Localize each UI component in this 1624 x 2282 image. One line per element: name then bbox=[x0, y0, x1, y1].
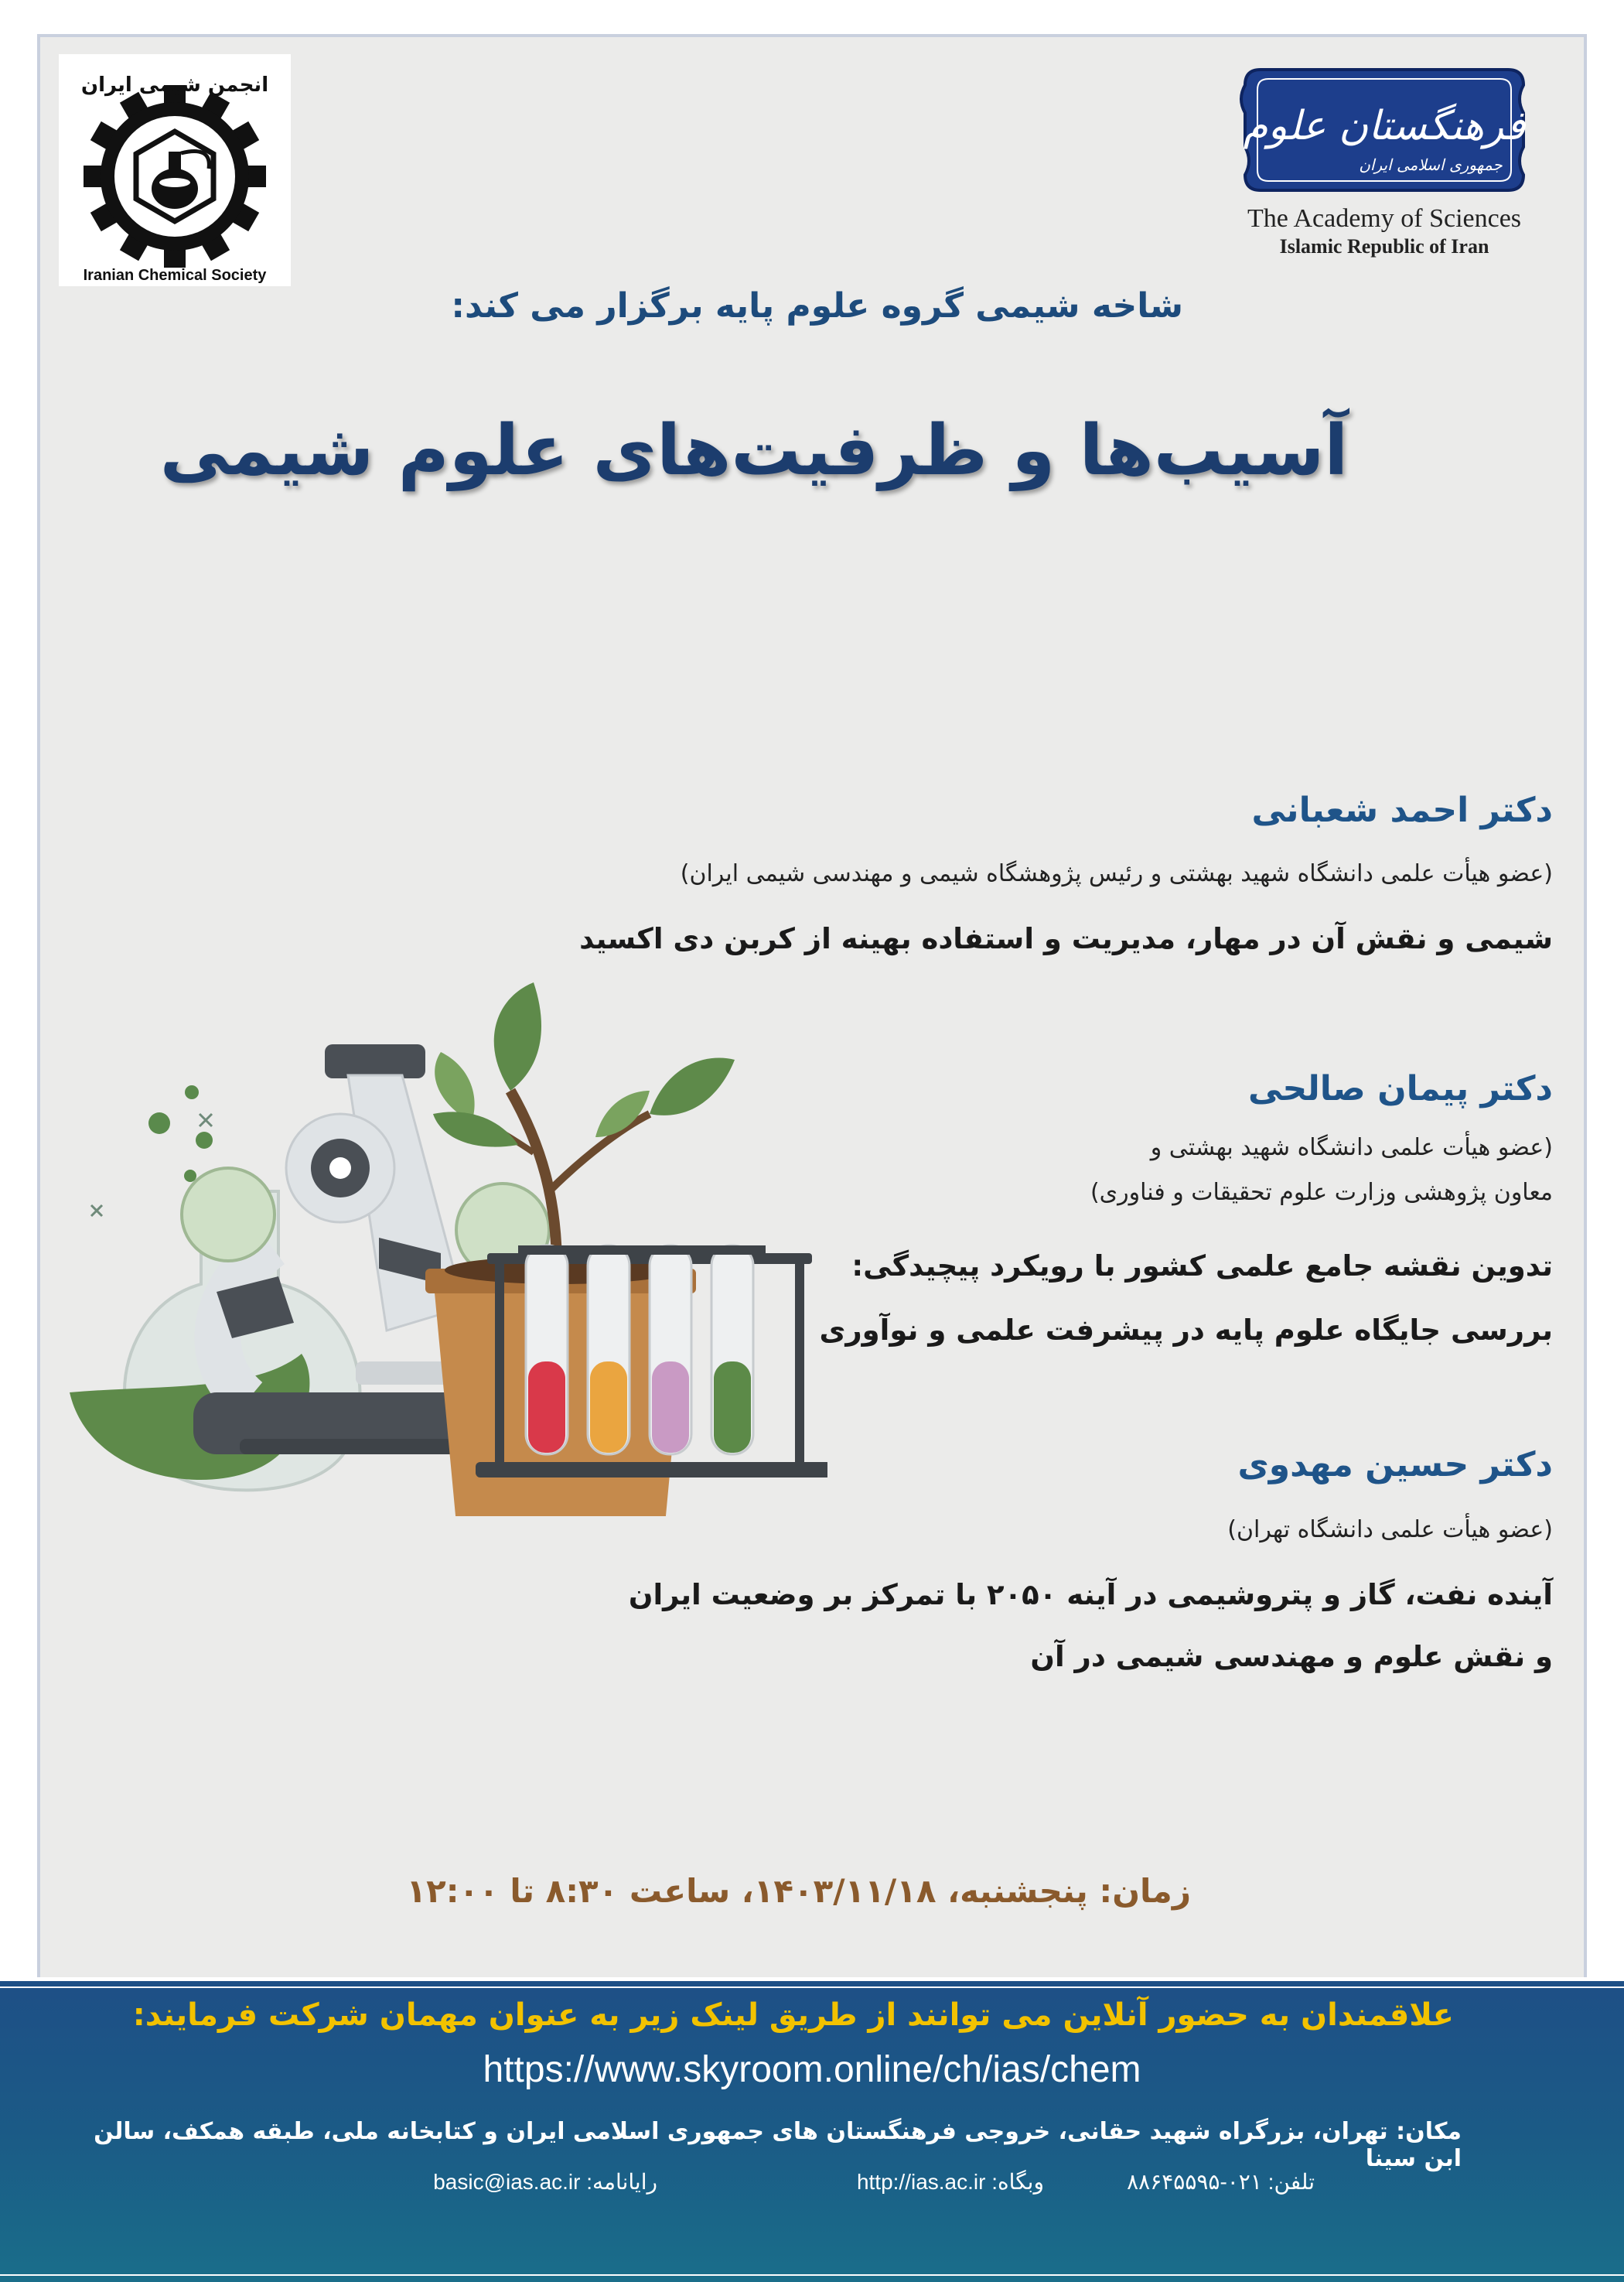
website-label: وبگاه: bbox=[991, 2170, 1044, 2194]
academy-english-name: The Academy of Sciences bbox=[1247, 204, 1522, 233]
phone-contact bbox=[1083, 2169, 1315, 2195]
speaker-2-affiliation-line-1: (عضو هیأت علمی دانشگاه شهید بهشتی و bbox=[1150, 1134, 1553, 1161]
speaker-2-affiliation-line-2: معاون پژوهشی وزارت علوم تحقیقات و فناوری) bbox=[1090, 1179, 1553, 1206]
footer-top-rule bbox=[0, 1977, 1624, 1981]
organizer-subtitle: شاخه شیمی گروه علوم پایه برگزار می کند: bbox=[451, 286, 1183, 326]
svg-text:فرهنگستان علوم: فرهنگستان علوم bbox=[1243, 103, 1526, 149]
footer-banner bbox=[0, 1977, 1624, 2282]
venue-address: مکان: تهران، بزرگراه شهید حقانی، خروجی فرهنگستان های جمهوری اسلامی ایران و کتابخانه ملی، طبقه همکف، سالن ابن سینا bbox=[94, 2118, 1462, 2172]
academy-english-country: Islamic Republic of Iran bbox=[1279, 235, 1489, 258]
speaker-2-talk-line-2: بررسی جایگاه علوم پایه در پیشرفت علمی و نوآوری bbox=[819, 1314, 1553, 1347]
email-link[interactable]: basic@ias.ac.ir bbox=[433, 2170, 581, 2194]
email-contact bbox=[317, 2169, 657, 2195]
speaker-1-talk: شیمی و نقش آن در مهار، مدیریت و استفاده بهینه از کربن دی اکسید bbox=[579, 922, 1553, 955]
speaker-1-name: دکتر احمد شعبانی bbox=[1251, 791, 1553, 830]
phone-label: تلفن: bbox=[1267, 2170, 1315, 2194]
svg-text:جمهوری اسلامی ایران: جمهوری اسلامی ایران bbox=[1359, 155, 1503, 174]
iranian-chemical-society-logo bbox=[59, 54, 291, 286]
svg-text:انجمن شیمی ایران: انجمن شیمی ایران bbox=[80, 73, 269, 97]
event-time: زمان: پنجشنبه، ۱۴۰۳/۱۱/۱۸، ساعت ۸:۳۰ تا ۱۲:۰۰ bbox=[406, 1872, 1191, 1910]
website-contact bbox=[719, 2169, 1044, 2195]
speaker-2-talk-line-1: تدوین نقشه جامع علمی کشور با رویکرد پیچیدگی: bbox=[851, 1249, 1553, 1283]
academy-of-sciences-logo bbox=[1230, 62, 1539, 263]
svg-text:Iranian Chemical Society: Iranian Chemical Society bbox=[83, 267, 267, 284]
speaker-3-name: دکتر حسین مهدوی bbox=[1237, 1445, 1553, 1484]
speaker-3-talk-line-2: و نقش علوم و مهندسی شیمی در آن bbox=[1030, 1640, 1553, 1673]
speaker-1-affiliation: (عضو هیأت علمی دانشگاه شهید بهشتی و رئیس پژوهشگاه شیمی و مهندسی شیمی ایران) bbox=[680, 860, 1553, 887]
email-label: رایانامه: bbox=[586, 2170, 657, 2194]
speaker-3-affiliation: (عضو هیأت علمی دانشگاه تهران) bbox=[1227, 1516, 1553, 1543]
phone-number: ۰۲۱-۸۸۶۴۵۵۹۵ bbox=[1127, 2170, 1262, 2194]
speaker-3-talk-line-1: آینده نفت، گاز و پتروشیمی در آینه ۲۰۵۰ با تمرکز بر وضعیت ایران bbox=[628, 1578, 1553, 1611]
lab-illustration bbox=[54, 959, 827, 1516]
speaker-2-name: دکتر پیمان صالحی bbox=[1248, 1069, 1553, 1109]
online-invite-text: علاقمندان به حضور آنلاین می توانند از طریق لینک زیر به عنوان مهمان شرکت فرمایند: bbox=[132, 1997, 1454, 2033]
website-link[interactable]: http://ias.ac.ir bbox=[856, 2170, 986, 2194]
footer-top-rule-thin bbox=[0, 1987, 1624, 1988]
footer-bottom-rule bbox=[0, 2274, 1624, 2276]
skyroom-link[interactable]: https://www.skyroom.online/ch/ias/chem bbox=[483, 2049, 1141, 2090]
page-title: آسیب‌ها و ظرفیت‌های علوم شیمی bbox=[159, 410, 1349, 491]
